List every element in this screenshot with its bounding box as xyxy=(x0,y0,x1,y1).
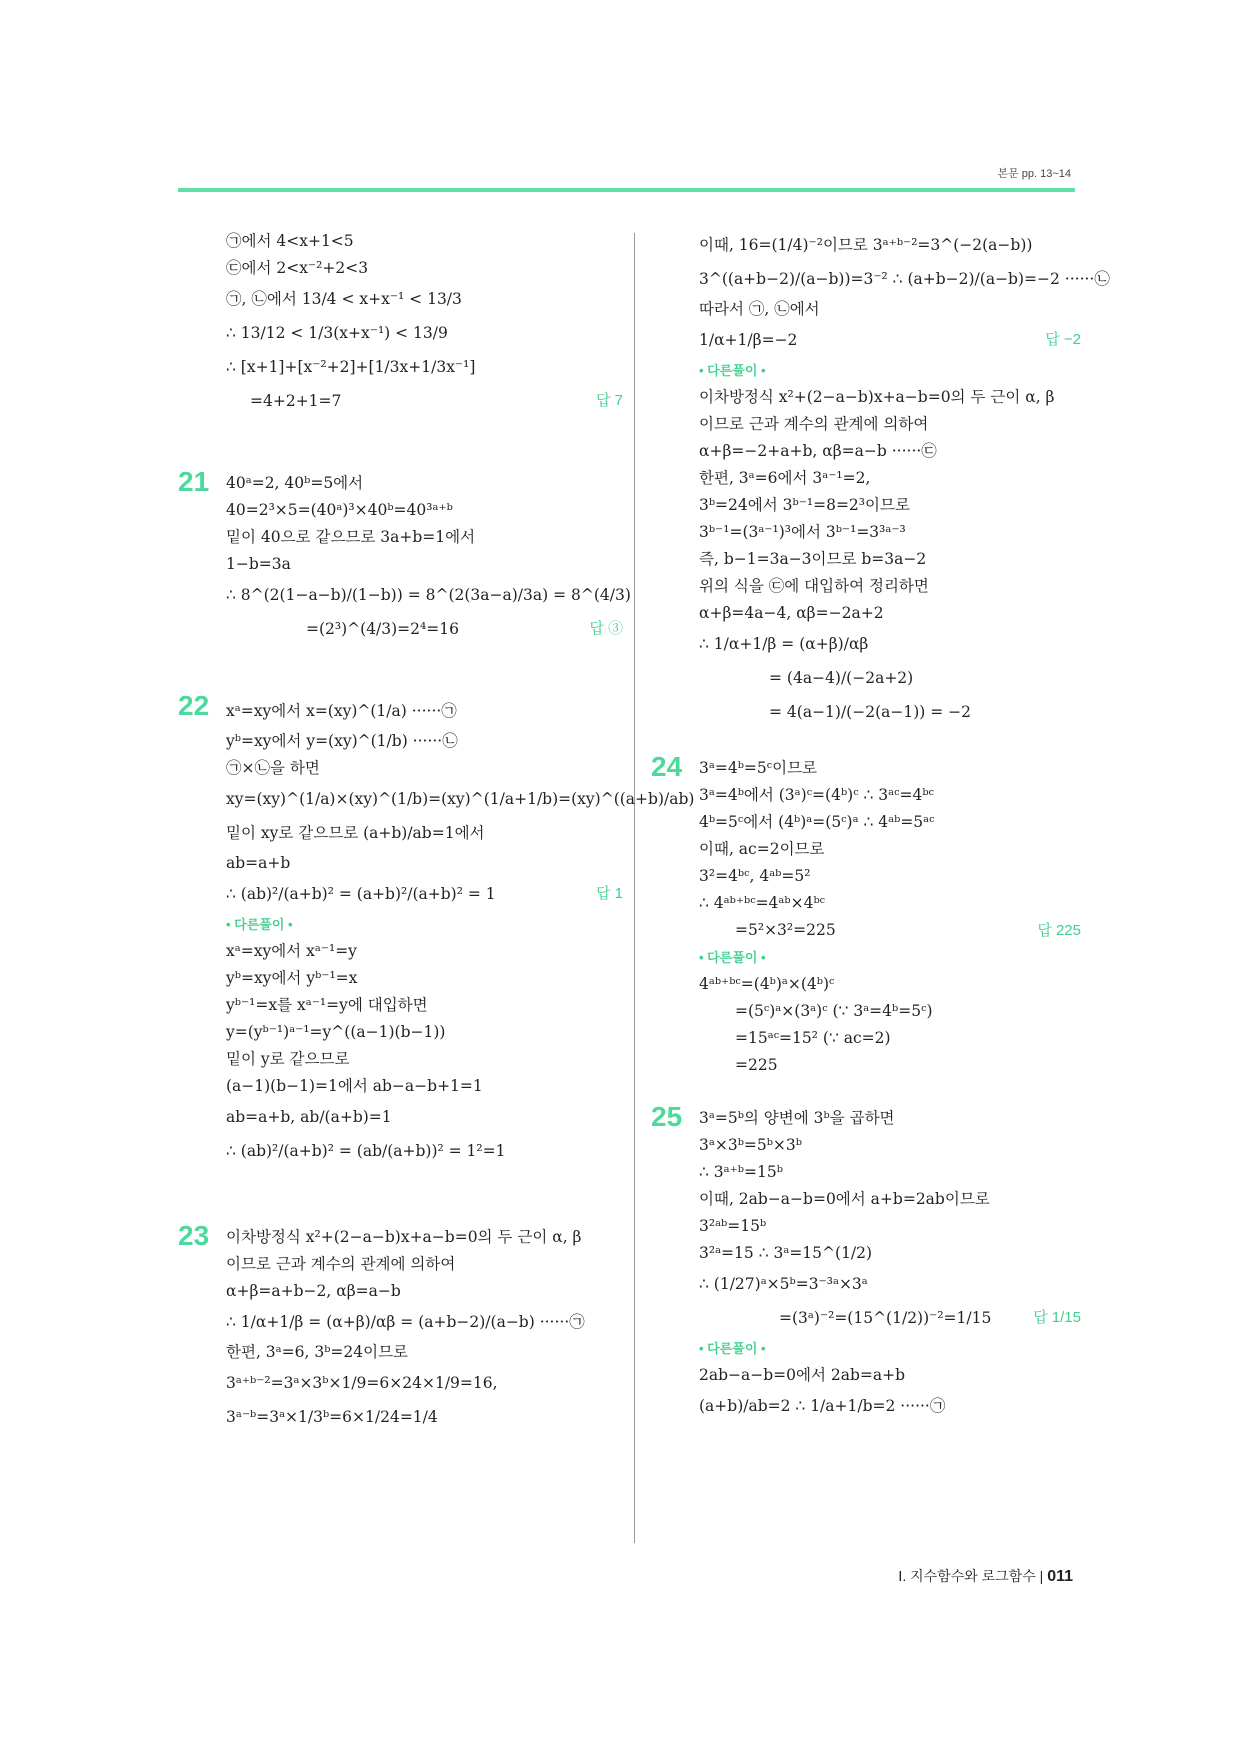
solution-line: ∴ 13/12 < 1/3(x+x⁻¹) < 13/9 xyxy=(226,324,448,342)
solution-line: yᵇ=xy에서 yᵇ⁻¹=x xyxy=(226,969,358,987)
solution-line: 이차방정식 x²+(2−a−b)x+a−b=0의 두 근이 α, β xyxy=(699,388,1055,406)
solution-line: ∴ (ab)²/(a+b)² = (ab/(a+b))² = 1²=1 xyxy=(226,1142,506,1160)
answer-label: 답 225 xyxy=(1037,922,1081,939)
solution-line: xᵃ=xy에서 x=(xy)^(1/a) ······㉠ xyxy=(226,702,457,720)
header-rule xyxy=(178,188,1075,192)
solution-line: 40ᵃ=2, 40ᵇ=5에서 xyxy=(226,474,364,492)
solution-line: 3²=4ᵇᶜ, 4ᵃᵇ=5² xyxy=(699,867,811,885)
solution-line: (a+b)/ab=2 ∴ 1/a+1/b=2 ······㉠ xyxy=(699,1397,946,1415)
solution-line: 3²ᵃᵇ=15ᵇ xyxy=(699,1217,767,1235)
solution-line: xᵃ=xy에서 xᵃ⁻¹=y xyxy=(226,942,357,960)
solution-line: 밑이 y로 같으므로 xyxy=(226,1050,350,1068)
solution-line: α+β=−2+a+b, αβ=a−b ······㉢ xyxy=(699,442,937,460)
solution-line: xy=(xy)^(1/a)×(xy)^(1/b)=(xy)^(1/a+1/b)=(xy)^((a+b)/ab) xyxy=(226,790,695,808)
solution-line: 이차방정식 x²+(2−a−b)x+a−b=0의 두 근이 α, β xyxy=(226,1228,582,1246)
answer-label: 답 1/15 xyxy=(1033,1309,1081,1326)
solution-line: 4ᵇ=5ᶜ에서 (4ᵇ)ᵃ=(5ᶜ)ᵃ ∴ 4ᵃᵇ=5ᵃᶜ xyxy=(699,813,935,831)
problem-number: 23 xyxy=(178,1220,210,1251)
solution-line: ∴ 1/α+1/β = (α+β)/αβ xyxy=(699,635,869,653)
solution-line: ab=a+b xyxy=(226,854,291,872)
problem-23 xyxy=(178,1220,623,1434)
problem-24 xyxy=(651,751,1081,1079)
answer-label: 답 7 xyxy=(596,392,623,409)
alternate-solution-label: • 다른풀이 • xyxy=(699,363,766,378)
problem-number: 24 xyxy=(651,751,683,782)
solution-line: 이때, 16=(1/4)⁻²이므로 3ᵃ⁺ᵇ⁻²=3^(−2(a−b)) xyxy=(699,236,1033,254)
solution-line: =5²×3²=225 xyxy=(735,921,836,939)
answer-label: 답 −2 xyxy=(1045,331,1081,348)
solution-line: 4ᵃᵇ⁺ᵇᶜ=(4ᵇ)ᵃ×(4ᵇ)ᶜ xyxy=(699,975,835,993)
solution-line: ∴ 1/α+1/β = (α+β)/αβ = (a+b−2)/(a−b) ······㉠ xyxy=(226,1313,585,1331)
solution-line: ∴ 3ᵃ⁺ᵇ=15ᵇ xyxy=(699,1163,783,1181)
solution-line: 3²ᵃ=15 ∴ 3ᵃ=15^(1/2) xyxy=(699,1244,873,1262)
problem-number: 21 xyxy=(178,466,210,497)
solution-line: ㉢에서 2<x⁻²+2<3 xyxy=(226,259,369,277)
right-column xyxy=(651,228,1110,1423)
problem-25 xyxy=(651,1101,1081,1423)
solution-line: 3ᵃ×3ᵇ=5ᵇ×3ᵇ xyxy=(699,1136,802,1154)
solution-line: 즉, b−1=3a−3이므로 b=3a−2 xyxy=(699,550,927,568)
page-footer xyxy=(898,1566,1073,1586)
solution-line: 밑이 xy로 같으므로 (a+b)/ab=1에서 xyxy=(226,824,485,842)
solution-line: ∴ (ab)²/(a+b)² = (a+b)²/(a+b)² = 1 xyxy=(226,885,496,903)
page-number: 011 xyxy=(1047,1568,1073,1585)
solution-line: 이므로 근과 계수의 관계에 의하여 xyxy=(699,415,929,433)
answer-label: 답 ③ xyxy=(589,620,623,637)
solution-line: α+β=4a−4, αβ=−2a+2 xyxy=(699,604,884,622)
solution-line: 3ᵇ=24에서 3ᵇ⁻¹=8=2³이므로 xyxy=(699,496,910,514)
solution-line: ∴ 8^(2(1−a−b)/(1−b)) = 8^(2(3a−a)/3a) = 8^(4/3) xyxy=(226,586,631,604)
solution-line: 40=2³×5=(40ᵃ)³×40ᵇ=40³ᵃ⁺ᵇ xyxy=(226,501,453,519)
solution-line: =(5ᶜ)ᵃ×(3ᵃ)ᶜ (∵ 3ᵃ=4ᵇ=5ᶜ) xyxy=(735,1002,933,1020)
solution-line: 이때, 2ab−a−b=0에서 a+b=2ab이므로 xyxy=(699,1190,990,1208)
solution-line: ㉠, ㉡에서 13/4 < x+x⁻¹ < 13/3 xyxy=(226,290,462,308)
solution-line: 3ᵃ⁻ᵇ=3ᵃ×1/3ᵇ=6×1/24=1/4 xyxy=(226,1408,438,1426)
solution-line: ㉠에서 4<x+1<5 xyxy=(226,232,354,250)
alternate-solution-label: • 다른풀이 • xyxy=(226,917,293,932)
solution-line: =(3ᵃ)⁻²=(15^(1/2))⁻²=1/15 xyxy=(779,1309,992,1327)
solution-line: = 4(a−1)/(−2(a−1)) = −2 xyxy=(769,703,971,721)
solution-line: 밑이 40으로 같으므로 3a+b=1에서 xyxy=(226,528,476,546)
solution-line: α+β=a+b−2, αβ=a−b xyxy=(226,1282,401,1300)
answer-label: 답 1 xyxy=(596,885,623,902)
solution-line: =15ᵃᶜ=15² (∵ ac=2) xyxy=(735,1029,891,1047)
footer-section-title: Ⅰ. 지수함수와 로그함수 | xyxy=(898,1568,1044,1584)
solution-line: 한편, 3ᵃ=6에서 3ᵃ⁻¹=2, xyxy=(699,469,871,487)
solution-line: ∴ 4ᵃᵇ⁺ᵇᶜ=4ᵃᵇ×4ᵇᶜ xyxy=(699,894,826,912)
solution-line: ㉠×㉡을 하면 xyxy=(226,759,320,777)
solution-line: 이므로 근과 계수의 관계에 의하여 xyxy=(226,1255,456,1273)
solution-line: 따라서 ㉠, ㉡에서 xyxy=(699,300,820,318)
solution-line: ∴ (1/27)ᵃ×5ᵇ=3⁻³ᵃ×3ᵃ xyxy=(699,1275,868,1293)
solution-line: yᵇ=xy에서 y=(xy)^(1/b) ······㉡ xyxy=(226,732,458,750)
alternate-solution-label: • 다른풀이 • xyxy=(699,950,766,965)
solution-line: 3ᵃ=5ᵇ의 양변에 3ᵇ을 곱하면 xyxy=(699,1109,895,1127)
solution-line: =(2³)^(4/3)=2⁴=16 xyxy=(306,620,459,638)
solution-line: 3ᵃ=4ᵇ에서 (3ᵃ)ᶜ=(4ᵇ)ᶜ ∴ 3ᵃᶜ=4ᵇᶜ xyxy=(699,786,934,804)
solution-line: 한편, 3ᵃ=6, 3ᵇ=24이므로 xyxy=(226,1343,409,1361)
solution-line: 1−b=3a xyxy=(226,555,291,573)
solution-line: =225 xyxy=(735,1056,778,1074)
solution-line: 3ᵃ=4ᵇ=5ᶜ이므로 xyxy=(699,759,818,777)
page-reference: 본문 pp. 13~14 xyxy=(997,168,1071,180)
problem-number: 22 xyxy=(178,690,210,721)
solution-line: ∴ [x+1]+[x⁻²+2]+[1/3x+1/3x⁻¹] xyxy=(226,358,476,376)
solution-line: y=(yᵇ⁻¹)ᵃ⁻¹=y^((a−1)(b−1)) xyxy=(226,1023,446,1041)
column-divider xyxy=(634,233,635,1543)
solution-line: 1/α+1/β=−2 xyxy=(699,331,798,349)
solution-line: (a−1)(b−1)=1에서 ab−a−b+1=1 xyxy=(226,1077,483,1095)
solution-line: 3^((a+b−2)/(a−b))=3⁻² ∴ (a+b−2)/(a−b)=−2 ······㉡ xyxy=(699,270,1110,288)
solution-line: 2ab−a−b=0에서 2ab=a+b xyxy=(699,1366,906,1384)
solution-line: 3ᵇ⁻¹=(3ᵃ⁻¹)³에서 3ᵇ⁻¹=3³ᵃ⁻³ xyxy=(699,523,906,541)
solution-line: yᵇ⁻¹=x를 xᵃ⁻¹=y에 대입하면 xyxy=(226,996,428,1014)
solution-line: ab=a+b, ab/(a+b)=1 xyxy=(226,1108,392,1126)
solution-line: 3ᵃ⁺ᵇ⁻²=3ᵃ×3ᵇ×1/9=6×24×1/9=16, xyxy=(226,1374,498,1392)
solution-line: 위의 식을 ㉢에 대입하여 정리하면 xyxy=(699,577,929,595)
solution-line: =4+2+1=7 답 7 xyxy=(178,384,623,418)
alternate-solution-label: • 다른풀이 • xyxy=(699,1341,766,1356)
problem-number: 25 xyxy=(651,1101,683,1132)
solution-line: = (4a−4)/(−2a+2) xyxy=(769,669,914,687)
problem-21 xyxy=(178,466,631,646)
solution-line: 이때, ac=2이므로 xyxy=(699,840,825,858)
